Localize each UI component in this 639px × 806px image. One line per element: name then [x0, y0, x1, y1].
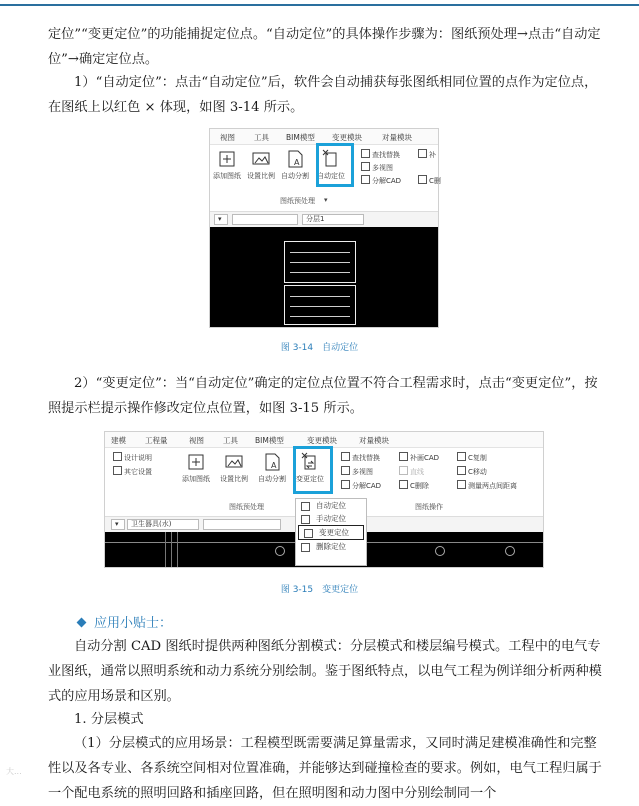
add-drawing-icon [217, 149, 237, 169]
paragraph-3: 2）“变更定位”：当“自动定位”确定的定位点位置不符合工程需求时，点击“变更定位”，按照提示栏提示操作修改定位点位置，如图 3-15 所示。 [48, 376, 598, 416]
page-header-bar [0, 0, 639, 6]
delete-icon [418, 175, 427, 184]
menu-change-module[interactable]: 变更模块 [332, 133, 362, 142]
diamond-icon [77, 618, 87, 628]
delete-icon [399, 480, 408, 489]
menu-quantity[interactable]: 工程量 [145, 436, 168, 445]
drawing-canvas[interactable] [210, 227, 438, 327]
group-label-preprocess-2: 图纸预处理 [229, 503, 264, 511]
menu-item-delete-locate[interactable]: 删除定位 [296, 540, 366, 553]
document-icon [113, 452, 122, 461]
add-drawing-button-2[interactable]: 添加图纸 [181, 452, 211, 484]
c-delete-button[interactable]: C删 [418, 175, 441, 186]
figure-3-15-caption: 图 3-15 变更定位 [280, 585, 359, 595]
menu-compare-module[interactable]: 对量模块 [382, 133, 412, 142]
set-scale-icon [224, 452, 244, 472]
explode-cad-button-2[interactable]: 分解CAD [341, 480, 381, 491]
menu-compare-module[interactable]: 对量模块 [359, 436, 389, 445]
auto-split-icon [285, 149, 305, 169]
chevron-down-icon[interactable]: ▾ [324, 196, 328, 204]
figure-3-14-caption: 图 3-14 自动定位 [280, 343, 359, 353]
find-replace-icon [361, 149, 370, 158]
explode-cad-icon [341, 480, 350, 489]
supplement-icon [399, 452, 408, 461]
ribbon [210, 145, 441, 209]
auto-split-button-2[interactable]: A 自动分割 [257, 452, 287, 484]
group-label-operations: 图纸操作 [415, 503, 443, 511]
multi-view-icon [361, 162, 370, 171]
drawing-thumbnail-2[interactable] [284, 285, 356, 325]
menu-item-manual-locate[interactable]: 手动定位 [296, 512, 366, 525]
menu-bim-model[interactable]: BIM模型 [255, 436, 284, 445]
svg-text:A: A [294, 158, 300, 167]
multi-view-icon [341, 466, 350, 475]
highlight-box-2 [293, 446, 333, 494]
copy-icon [457, 452, 466, 461]
menu-tools[interactable]: 工具 [223, 436, 238, 445]
add-drawing-button[interactable]: 添加图纸 [212, 149, 242, 181]
supplement-cad-button[interactable]: 补画CAD [399, 452, 439, 463]
change-locate-button[interactable]: 变更定位 [295, 452, 325, 484]
menu-tools[interactable]: 工具 [254, 133, 269, 142]
multi-view-button[interactable]: 多视图 [361, 162, 393, 173]
small-dropdown-2[interactable]: ▾ [111, 519, 125, 530]
tip-heading: 应用小贴士： [78, 612, 172, 631]
supplement-icon [418, 149, 427, 158]
menu-item-auto-locate[interactable]: 自动定位 [296, 499, 366, 512]
auto-split-button[interactable]: A 自动分割 [280, 149, 310, 181]
find-replace-icon [341, 452, 350, 461]
measure-distance-button[interactable]: 测量两点间距离 [457, 480, 517, 491]
explode-cad-icon [361, 175, 370, 184]
paragraph-4: 自动分割 CAD 图纸时提供两种图纸分割模式：分层模式和楼层编号模式。工程中的电气专业图纸，通常以照明系统和动力系统分别绘制。鉴于图纸特点，以电气工程为例详细分析两种模式的应用场景和区别。 [48, 639, 602, 704]
find-replace-button[interactable]: 查找替换 [361, 149, 400, 160]
empty-dropdown-2[interactable] [203, 519, 281, 530]
heading-layer-mode: 1. 分层模式 [74, 712, 144, 727]
locate-icon [301, 543, 310, 552]
svg-text:A: A [271, 461, 277, 470]
highlight-box [316, 143, 354, 187]
auto-split-icon [262, 452, 282, 472]
menu-modeling[interactable]: 建模 [111, 436, 126, 445]
other-settings-button[interactable]: 其它设置 [113, 466, 152, 477]
move-icon [457, 466, 466, 475]
watermark: 大... [6, 767, 22, 776]
c-move-button[interactable]: C移动 [457, 466, 487, 477]
locate-dropdown-menu [295, 498, 367, 566]
find-replace-button-2[interactable]: 查找替换 [341, 452, 380, 463]
empty-dropdown[interactable] [232, 214, 298, 225]
category-select[interactable]: 卫生器具(水) [127, 519, 199, 530]
paragraph-1: 定位”“变更定位”的功能捕捉定位点。“自动定位”的具体操作步骤为：图纸预处理→点击“自动定位”→确定定位点。 [48, 27, 601, 67]
figure-3-14-screenshot [209, 128, 439, 328]
line-icon [399, 466, 408, 475]
paragraph-2: 1）“自动定位”：点击“自动定位”后，软件会自动捕获每张图纸相同位置的点作为定位点，在图纸上以红色 × 体现，如图 3-14 所示。 [48, 75, 598, 115]
measure-icon [457, 480, 466, 489]
figure-3-15-screenshot [104, 431, 544, 568]
toolbar-row [210, 211, 438, 227]
menu-view[interactable]: 视图 [220, 133, 235, 142]
menu-change-module[interactable]: 变更模块 [307, 436, 337, 445]
group-label-preprocess: 图纸预处理 [280, 197, 315, 205]
line-button[interactable]: 直线 [399, 466, 424, 477]
locate-icon [301, 502, 310, 511]
paragraph-5: （1）分层模式的应用场景：工程模型既需要满足算量需求，又同时满足建模准确性和完整性以及各专业、各系统空间相对位置准确，并能够达到碰撞检查的要求。例如，电气工程归属于一个配电系统的照明回路和插座回路，但在照明图和动力图中分别绘制同一个 [48, 736, 602, 801]
locate-icon [301, 515, 310, 524]
locate-icon [304, 529, 313, 538]
small-dropdown[interactable]: ▾ [214, 214, 228, 225]
add-drawing-icon [186, 452, 206, 472]
auto-locate-button[interactable]: 自动定位 [316, 149, 346, 181]
multi-view-button-2[interactable]: 多视图 [341, 466, 373, 477]
explode-cad-button[interactable]: 分解CAD [361, 175, 401, 186]
menu-item-change-locate[interactable]: 变更定位 [298, 525, 364, 540]
c-delete-button-2[interactable]: C删除 [399, 480, 429, 491]
set-scale-button-2[interactable]: 设置比例 [219, 452, 249, 484]
set-scale-icon [251, 149, 271, 169]
menu-bim-model[interactable]: BIM模型 [286, 133, 315, 142]
supplement-button[interactable]: 补 [418, 149, 436, 160]
layer-select[interactable]: 分层1 [302, 214, 364, 225]
c-copy-button[interactable]: C复制 [457, 452, 487, 463]
design-notes-button[interactable]: 设计说明 [113, 452, 152, 463]
drawing-thumbnail-1[interactable] [284, 241, 356, 283]
menu-view[interactable]: 视图 [189, 436, 204, 445]
set-scale-button[interactable]: 设置比例 [246, 149, 276, 181]
settings-icon [113, 466, 122, 475]
